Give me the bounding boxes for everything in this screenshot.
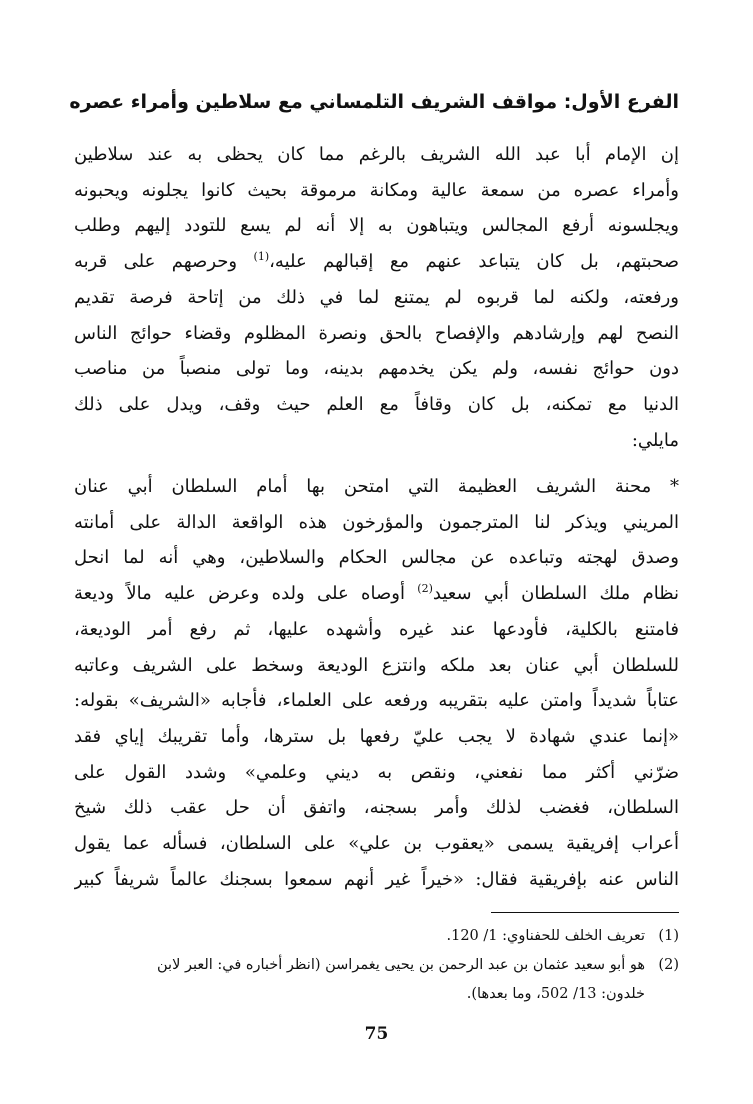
footnotes — [74, 922, 679, 1009]
text-line-with-footnote — [74, 244, 679, 280]
footnote-continuation: خلدون: 13/ 502، وما بعدها). — [466, 986, 645, 1002]
text-segment: نظام ملك السلطان أبي سعيد — [432, 583, 679, 605]
footnote-number: (2) — [658, 957, 679, 973]
text-segment: وحرصهم على قربه — [74, 251, 254, 273]
text-line: السلطان، فغضب لذلك وأمر بسجنه، واتفق أن حل عقب ذلك شيخ — [74, 797, 679, 819]
text-line-with-footnote — [74, 576, 679, 612]
text-line: النصح لهم وإرشادهم والإفصاح بالحق ونصرة المظلوم وقضاء حوائج الناس — [74, 322, 679, 344]
paragraph-ordeal — [74, 469, 679, 897]
footnote-divider — [491, 912, 679, 913]
text-line: عتاباً شديداً وامتن عليه بتقريبه ورفعه على العلماء، فأجابه «الشريف» بقوله: — [74, 690, 679, 712]
text-segment: أوصاه على ولده وعرض عليه مالاً وديعة — [74, 583, 418, 605]
text-line: ويجلسونه أرفع المجالس ويتباهون به إلا أنه لم يسع للتودد إليهم وطلب — [74, 215, 679, 237]
page-number: 75 — [364, 1024, 389, 1044]
text-line: الناس عنه بإفريقية فقال: «خيراً غير أنهم سمعوا بسجنك عالماً شريفاً كبير — [74, 868, 679, 890]
text-line: * محنة الشريف العظيمة التي امتحن بها أمام السلطان أبي عنان — [74, 476, 679, 497]
paragraph-intro — [74, 137, 679, 458]
footnote-text: تعريف الخلف للحفناوي: 1/ 120. — [446, 928, 645, 944]
text-line: المريني ويذكر لنا المترجمون والمؤرخون هذه الواقعة الدالة على أمانته — [74, 511, 679, 533]
text-line: دون حوائج نفسه، ولم يكن يخدمهم بدينه، وما تولى منصباً من مناصب — [74, 358, 679, 380]
footnote-number: (1) — [658, 928, 679, 944]
text-segment: صحبتهم، بل كان يتباعد عنهم مع إقبالهم عليه، — [269, 251, 679, 273]
footnote-text: هو أبو سعيد عثمان بن عبد الرحمن بن يحيى يغمراسن (انظر أخباره في: العبر لابن — [157, 957, 645, 973]
text-line: مايلي: — [631, 429, 679, 451]
text-line: ورفعته، ولكنه لما قربوه لم يمتنع لما في ذلك من إتاحة فرصة تقديم — [74, 286, 679, 308]
text-line: الدنيا مع تمكنه، بل كان وقافاً مع العلم حيث وقف، ويدل على ذلك — [74, 393, 679, 415]
text-line: أعراب إفريقية يسمى «يعقوب بن علي» على السلطان، فسأله عما يقول — [74, 833, 679, 855]
text-line: وأمراء عصره من سمعة عالية ومكانة مرموقة بحيث كانوا يجلونه ويحبونه — [74, 179, 679, 201]
text-line: «إنما عندي شهادة لا يجب عليّ رفعها بل سترها، وأما تقريبك إياي فقد — [74, 725, 679, 747]
footnote-2 — [74, 951, 679, 1009]
text-line: فامتنع بالكلية، فأودعها عند غيره وأشهده عليها، ثم رفع أمر الوديعة، — [74, 618, 679, 640]
text-line: ضرّني أكثر مما نفعني، ونقص به ديني وعلمي» وشدد القول على — [74, 761, 679, 783]
footnote-reference-2: (2) — [417, 582, 433, 596]
text-line: للسلطان أبي عنان بعد ملكه وانتزع الوديعة وسخط على الشريف وعاتبه — [74, 654, 679, 676]
section-heading: الفرع الأول: مواقف الشريف التلمساني مع سلاطين وأمراء عصره — [69, 91, 679, 113]
footnote-1 — [74, 922, 679, 951]
text-line: وصدق لهجته وتباعده عن مجالس الحكام والسلاطين، وهي أنه لما انحل — [74, 547, 679, 569]
text-line: إن الإمام أبا عبد الله الشريف بالرغم مما كان يحظى به عند سلاطين — [74, 144, 679, 165]
footnote-reference-1: (1) — [253, 250, 270, 264]
